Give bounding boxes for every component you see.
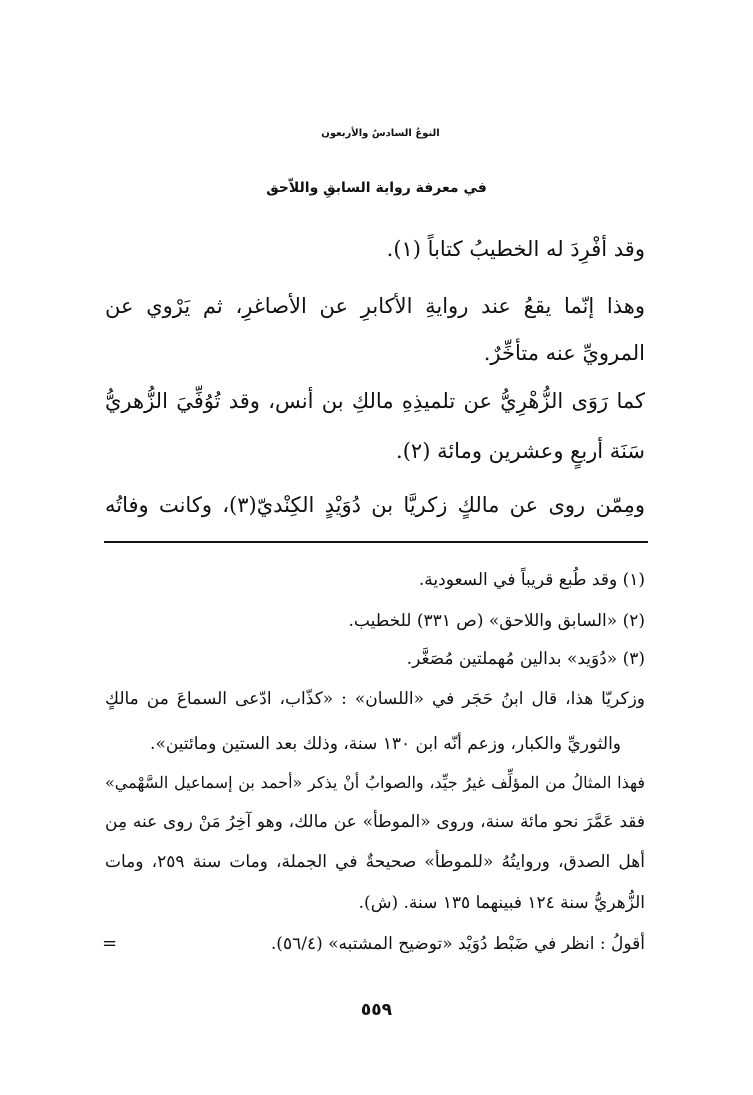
footnote-divider (104, 541, 648, 543)
body-line-5: سَنَة أربعٍ وعشرين ومائة (٢). (396, 439, 645, 463)
body-line-3: المرويِّ عنه متأخِّرٌ. (483, 341, 645, 365)
chapter-subtitle: في معرفة رواية السابقِ واللاّحق (266, 180, 487, 196)
footnote-text-line: الزُّهريُّ سنة ١٢٤ فبينهما ١٣٥ سنة. (ش). (358, 893, 645, 913)
footnote-text-line: فهذا المثالُ من المؤلِّف غيرُ جيِّد، والصوابُ أنْ يذكر «أحمد بن إسماعيل السَّهْمي» (105, 773, 645, 792)
page-number: ٥٥٩ (360, 1000, 393, 1020)
footnote-text-line: وزكريّا هذا، قال ابنُ حَجَر في «اللسان» : «كذّاب، ادّعى السماعَ من مالكٍ (105, 689, 645, 709)
body-line-6: ومِمّن روى عن مالكٍ زكريَّا بن دُوَيْدٍ الكِنْديّ(٣)، وكانت وفاتُه (105, 493, 645, 517)
body-line-4: كما رَوَى الزُّهْرِيُّ عن تلميذِهِ مالكِ بن أنس، وقد تُوُفِّيَ الزُّهريُّ (105, 389, 645, 413)
body-line-1: وقد أفْرِدَ له الخطيبُ كتاباً (١). (386, 237, 645, 261)
footnote-2: (٢) «السابق واللاحق» (ص ٣٣١) للخطيب. (348, 611, 645, 631)
footnote-text-line: والثوريِّ والكبار، وزعم أنّه ابن ١٣٠ سنة، وذلك بعد الستين ومائتين». (150, 734, 621, 754)
footnote-text-line: أهل الصدق، وروايتُهُ «للموطأ» صحيحةٌ في الجملة، ومات سنة ٢٥٩، ومات (105, 852, 645, 872)
continuation-mark: = (102, 933, 118, 954)
chapter-title: النوعُ السادسُ والأربعون (321, 128, 440, 139)
footnote-3: (٣) «دُوَيد» بدالين مُهملتين مُصَغَّر. (406, 649, 645, 669)
footnote-text-line: فقد عَمَّرَ نحو مائة سنة، وروى «الموطأ» عن مالك، وهو آخِرُ مَنْ روى عنه مِن (105, 812, 645, 832)
footnote-1: (١) وقد طُبع قريباً في السعودية. (418, 570, 645, 590)
body-line-2: وهذا إنّما يقعُ عند روايةِ الأكابرِ عن الأصاغرِ، ثم يَرْوي عن (105, 294, 645, 318)
footnote-text-line: أقولُ : انظر في ضَبْط دُوَيْد «توضيح المشتبه» (٥٦/٤). (270, 934, 645, 954)
